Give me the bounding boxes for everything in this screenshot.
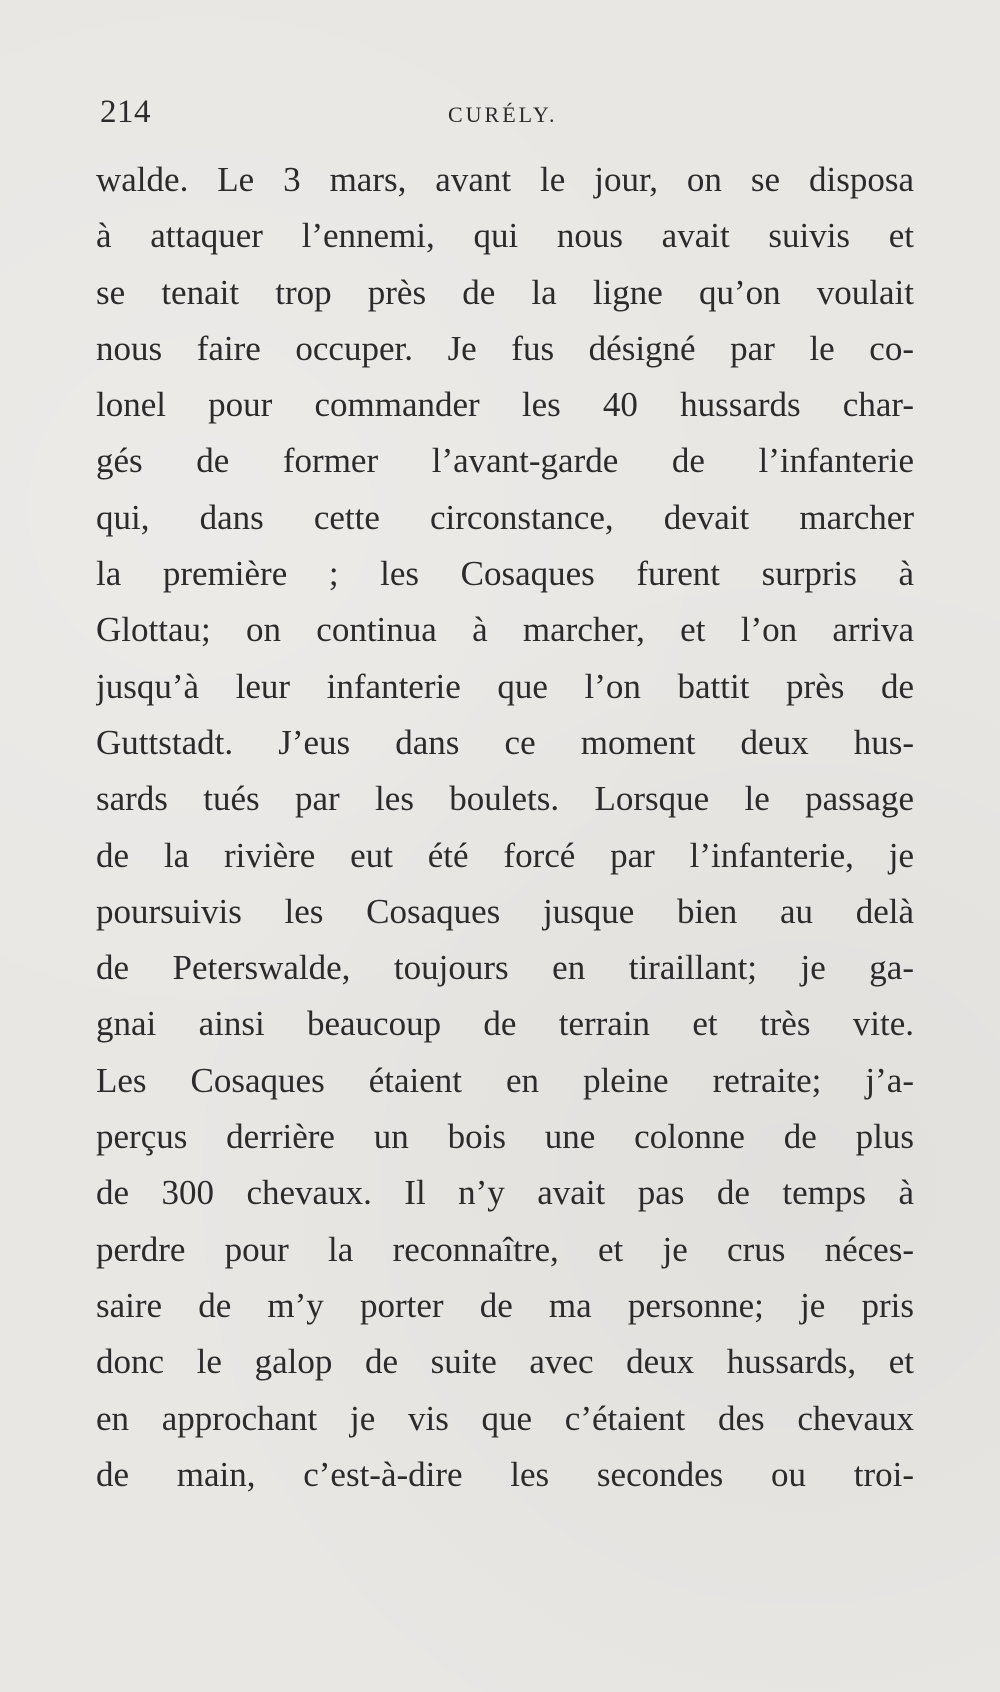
text-line: nous faire occuper. Je fus désigné par le co- (96, 328, 914, 368)
text-line: de main, c’est-à-dire les secondes ou troi- (96, 1454, 914, 1494)
running-head: CURÉLY. (448, 102, 558, 127)
text-line: en approchant je vis que c’étaient des chevaux (96, 1398, 914, 1438)
text-line: qui, dans cette circonstance, devait marcher (96, 497, 914, 537)
text-line: se tenait trop près de la ligne qu’on voulait (96, 272, 914, 312)
text-line: saire de m’y porter de ma personne; je pris (96, 1285, 914, 1325)
page-header (100, 94, 910, 134)
text-line: gés de former l’avant-garde de l’infanterie (96, 441, 914, 481)
text-line: Glottau; on continua à marcher, et l’on arriva (96, 610, 914, 650)
text-line: à attaquer l’ennemi, qui nous avait suivis et (96, 216, 914, 256)
page-number: 214 (100, 94, 151, 130)
text-line: Les Cosaques étaient en pleine retraite; j’a- (96, 1060, 914, 1100)
text-line: poursuivis les Cosaques jusque bien au delà (96, 891, 914, 931)
text-line: de Peterswalde, toujours en tiraillant; je ga- (96, 948, 914, 988)
text-line: la première ; les Cosaques furent surpris à (96, 554, 914, 594)
text-line: jusqu’à leur infanterie que l’on battit près de (96, 666, 914, 706)
text-line: walde. Le 3 mars, avant le jour, on se disposa (96, 160, 914, 199)
text-line: lonel pour commander les 40 hussards char- (96, 385, 914, 425)
text-line: donc le galop de suite avec deux hussards, et (96, 1342, 914, 1382)
text-line: de 300 chevaux. Il n’y avait pas de temps à (96, 1173, 914, 1213)
text-line: gnai ainsi beaucoup de terrain et très vite. (96, 1004, 914, 1044)
text-line: perdre pour la reconnaître, et je crus néces- (96, 1229, 914, 1269)
text-line: perçus derrière un bois une colonne de plus (96, 1117, 914, 1157)
text-line: Guttstadt. J’eus dans ce moment deux hus- (96, 722, 914, 762)
text-line: de la rivière eut été forcé par l’infanterie, je (96, 835, 914, 875)
body-text (96, 152, 914, 1503)
text-line: sards tués par les boulets. Lorsque le passage (96, 779, 914, 819)
